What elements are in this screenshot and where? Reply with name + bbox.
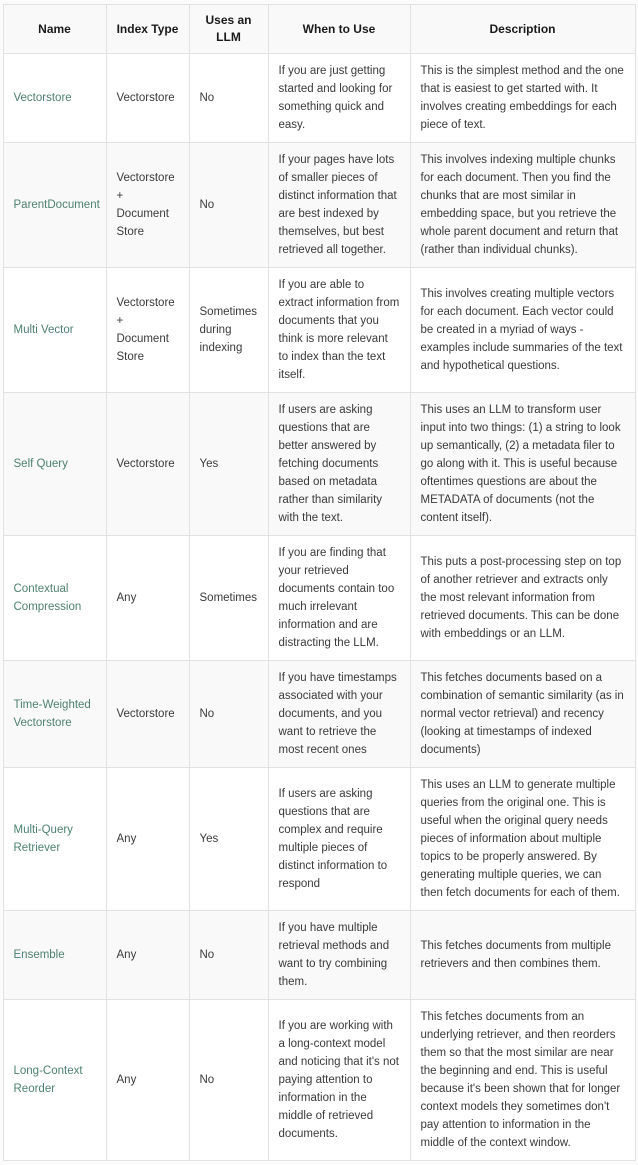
cell-uses_llm: Yes <box>189 768 268 911</box>
table-header-row <box>3 5 635 54</box>
cell-name <box>3 661 106 768</box>
cell-name <box>3 536 106 661</box>
cell-name <box>3 768 106 911</box>
cell-uses_llm: No <box>189 1000 268 1161</box>
cell-index_type: Vectorstore + Document Store <box>106 143 189 268</box>
table-row <box>3 911 635 1000</box>
retriever-link[interactable]: Multi-Query Retriever <box>13 824 73 854</box>
table-row <box>3 54 635 143</box>
table-row <box>3 1000 635 1161</box>
cell-description: This uses an LLM to transform user input into two things: (1) a string to look up semantically, (2) a metadata filer to go along with it. This is useful because oftentimes questions are about the METADATA of documents (not the content itself). <box>410 393 635 536</box>
column-header-when_to_use: When to Use <box>268 5 410 54</box>
cell-uses_llm: Sometimes <box>189 536 268 661</box>
table-row <box>3 536 635 661</box>
cell-index_type: Any <box>106 911 189 1000</box>
retriever-link[interactable]: Time-Weighted Vectorstore <box>13 699 91 729</box>
cell-name <box>3 911 106 1000</box>
cell-when_to_use: If you are just getting started and looking for something quick and easy. <box>268 54 410 143</box>
cell-description: This fetches documents based on a combination of semantic similarity (as in normal vector retrieval) and recency (looking at timestamps of indexed documents) <box>410 661 635 768</box>
cell-when_to_use: If you are finding that your retrieved documents contain too much irrelevant information and are distracting the LLM. <box>268 536 410 661</box>
cell-uses_llm: Sometimes during indexing <box>189 268 268 393</box>
cell-index_type: Any <box>106 1000 189 1161</box>
cell-index_type: Any <box>106 768 189 911</box>
retrievers-table <box>3 4 636 1161</box>
cell-index_type: Vectorstore <box>106 661 189 768</box>
table-row <box>3 143 635 268</box>
table-row <box>3 661 635 768</box>
retriever-link[interactable]: Contextual Compression <box>13 583 82 613</box>
retriever-link[interactable]: ParentDocument <box>13 199 100 211</box>
table-row <box>3 393 635 536</box>
retriever-link[interactable]: Multi Vector <box>13 324 74 336</box>
cell-index_type: Vectorstore + Document Store <box>106 268 189 393</box>
table-row <box>3 768 635 911</box>
cell-description: This fetches documents from an underlying retriever, and then reorders them so that the most similar are near the beginning and end. This is useful because it's been shown that for longer context models they sometimes don't pay attention to information in the middle of the context window. <box>410 1000 635 1161</box>
cell-description: This involves indexing multiple chunks for each document. Then you find the chunks that are most similar in embedding space, but you retrieve the whole parent document and return that (rather than individual chunks). <box>410 143 635 268</box>
cell-name <box>3 54 106 143</box>
column-header-description: Description <box>410 5 635 54</box>
cell-name <box>3 393 106 536</box>
cell-when_to_use: If you are working with a long-context model and noticing that it's not paying attention to information in the middle of retrieved documents. <box>268 1000 410 1161</box>
cell-name <box>3 143 106 268</box>
cell-description: This fetches documents from multiple retrievers and then combines them. <box>410 911 635 1000</box>
column-header-index_type: Index Type <box>106 5 189 54</box>
cell-when_to_use: If you have timestamps associated with your documents, and you want to retrieve the most recent ones <box>268 661 410 768</box>
retriever-link[interactable]: Ensemble <box>13 949 65 961</box>
retriever-link[interactable]: Self Query <box>13 458 68 470</box>
retriever-link[interactable]: Long-Context Reorder <box>13 1065 83 1095</box>
cell-uses_llm: No <box>189 911 268 1000</box>
cell-when_to_use: If your pages have lots of smaller pieces of distinct information that are best indexed by themselves, but best retrieved all together. <box>268 143 410 268</box>
cell-index_type: Any <box>106 536 189 661</box>
cell-uses_llm: Yes <box>189 393 268 536</box>
table-body <box>3 54 635 1161</box>
cell-when_to_use: If you have multiple retrieval methods and want to try combining them. <box>268 911 410 1000</box>
cell-uses_llm: No <box>189 661 268 768</box>
table-header <box>3 5 635 54</box>
cell-uses_llm: No <box>189 143 268 268</box>
cell-description: This uses an LLM to generate multiple queries from the original one. This is useful when the original query needs pieces of information about multiple topics to be properly answered. By generating multiple queries, we can then fetch documents for each of them. <box>410 768 635 911</box>
cell-uses_llm: No <box>189 54 268 143</box>
cell-name <box>3 268 106 393</box>
cell-index_type: Vectorstore <box>106 393 189 536</box>
cell-when_to_use: If users are asking questions that are better answered by fetching documents based on metadata rather than similarity with the text. <box>268 393 410 536</box>
table-row <box>3 268 635 393</box>
cell-description: This involves creating multiple vectors for each document. Each vector could be created in a myriad of ways - examples include summaries of the text and hypothetical questions. <box>410 268 635 393</box>
cell-when_to_use: If users are asking questions that are complex and require multiple pieces of distinct information to respond <box>268 768 410 911</box>
cell-when_to_use: If you are able to extract information from documents that you think is more relevant to index than the text itself. <box>268 268 410 393</box>
column-header-uses_llm: Uses an LLM <box>189 5 268 54</box>
cell-description: This puts a post-processing step on top of another retriever and extracts only the most relevant information from retrieved documents. This can be done with embeddings or an LLM. <box>410 536 635 661</box>
cell-name <box>3 1000 106 1161</box>
cell-index_type: Vectorstore <box>106 54 189 143</box>
column-header-name: Name <box>3 5 106 54</box>
cell-description: This is the simplest method and the one that is easiest to get started with. It involves creating embeddings for each piece of text. <box>410 54 635 143</box>
retriever-link[interactable]: Vectorstore <box>13 92 72 104</box>
